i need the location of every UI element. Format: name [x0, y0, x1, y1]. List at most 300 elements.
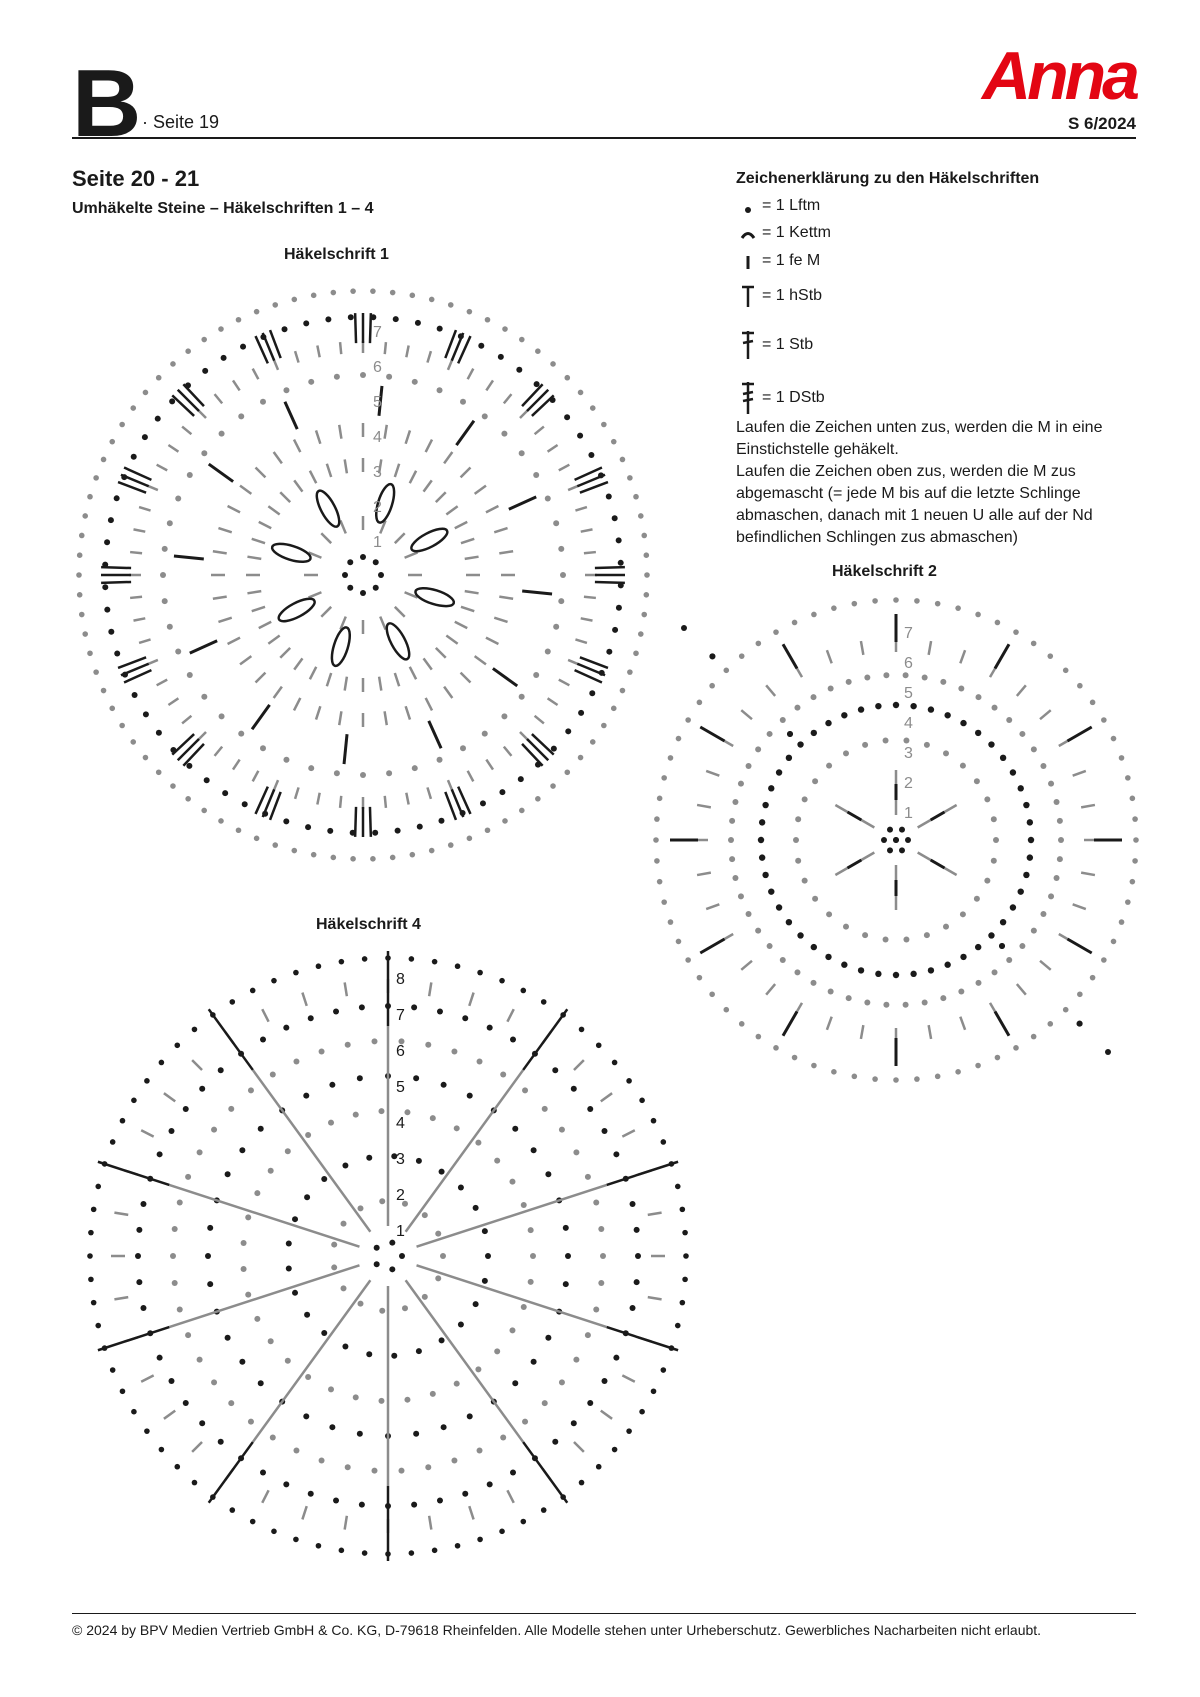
chain-stitch [975, 730, 981, 736]
round-label: 5 [904, 685, 913, 702]
chain-stitch [522, 1087, 528, 1093]
chain-stitch [475, 1140, 481, 1146]
stitch-spoke [406, 1280, 524, 1442]
stitch-spoke [417, 1185, 607, 1247]
chain-stitch [616, 605, 622, 611]
cluster-stitch [276, 594, 318, 625]
stitch-spoke [493, 668, 517, 686]
stitch-mark [253, 369, 259, 380]
legend-title: Zeichenerklärung zu den Häkelschriften [736, 170, 1040, 187]
chain-stitch [509, 1327, 515, 1333]
stitch-mark [827, 1017, 832, 1030]
chain-stitch [903, 936, 909, 942]
chain-stitch [119, 422, 125, 428]
chain-stitch [1057, 818, 1063, 824]
chain-stitch [201, 450, 207, 456]
chain-stitch [225, 1171, 231, 1177]
stitch-mark [427, 787, 430, 798]
chain-stitch [633, 650, 639, 656]
stitch-mark [446, 506, 457, 514]
chain-stitch [578, 390, 584, 396]
slip-stitch-icon [738, 223, 758, 243]
stitch-spoke [209, 1009, 253, 1070]
chain-stitch [875, 971, 881, 977]
chain-stitch [114, 650, 120, 656]
stitch-mark [164, 1093, 175, 1101]
chain-stitch [521, 1304, 527, 1310]
stitch-mark [424, 658, 432, 669]
chain-stitch [425, 1042, 431, 1048]
chain-stitch [283, 1481, 289, 1487]
page-reference: · Seite 19 [142, 112, 220, 132]
chain-stitch [573, 1149, 579, 1155]
chain-stitch [201, 694, 207, 700]
chain-stitch [533, 472, 539, 478]
chain-stitch [333, 1498, 339, 1504]
stitch-spoke [522, 591, 552, 594]
chain-stitch [429, 297, 435, 303]
chain-stitch [91, 1207, 97, 1213]
treble-stitch [355, 313, 356, 343]
stitch-mark [648, 1213, 662, 1215]
chain-stitch [709, 991, 715, 997]
chain-stitch [960, 720, 966, 726]
chain-stitch [201, 808, 207, 814]
chain-stitch [520, 1519, 526, 1525]
stitch-mark [233, 760, 240, 770]
chain-stitch [502, 818, 508, 824]
chain-stitch [218, 818, 224, 824]
chain-stitch [935, 1074, 941, 1080]
chain-stitch [553, 520, 559, 526]
chain-stitch [221, 355, 227, 361]
chain-stitch [378, 1398, 384, 1404]
chain-stitch [183, 1400, 189, 1406]
stitch-mark [427, 351, 430, 362]
chain-stitch [174, 1042, 180, 1048]
chain-stitch [559, 1127, 565, 1133]
chain-stitch [162, 546, 168, 552]
chain-stitch [975, 944, 981, 950]
chain-stitch-icon [738, 196, 758, 216]
chain-stitch [644, 572, 650, 578]
chain-stitch [928, 967, 934, 973]
chain-stitch [828, 989, 834, 995]
chain-stitch [498, 354, 504, 360]
stitch-mark [259, 622, 271, 628]
stitch-mark [280, 648, 290, 658]
stitch-spoke [253, 1280, 371, 1442]
stitch-mark [410, 471, 416, 483]
chain-stitch [258, 1126, 264, 1132]
chain-stitch [104, 539, 110, 545]
chain-stitch [958, 685, 964, 691]
stitch-mark [157, 465, 168, 471]
chain-stitch [635, 1253, 641, 1259]
chain-stitch [241, 1266, 247, 1272]
chain-stitch [976, 694, 982, 700]
legend-label: = 1 Stb [762, 336, 814, 353]
chain-stitch [131, 1097, 137, 1103]
stitch-mark [240, 656, 251, 664]
stitch-mark [766, 984, 775, 995]
chain-stitch [404, 1397, 410, 1403]
chain-stitch [627, 669, 633, 675]
chain-stitch [199, 1086, 205, 1092]
chain-stitch [641, 533, 647, 539]
stitch-mark [1040, 961, 1051, 970]
stitch-mark [446, 636, 457, 644]
chain-stitch [333, 1008, 339, 1014]
chain-stitch [883, 1002, 889, 1008]
cluster-stitch [408, 524, 450, 555]
chain-stitch [793, 837, 799, 843]
chain-stitch [738, 893, 744, 899]
chain-stitch [143, 390, 149, 396]
chain-stitch [593, 1306, 599, 1312]
chain-stitch [864, 999, 870, 1005]
chain-stitch [422, 1212, 428, 1218]
round-label: 1 [904, 805, 913, 822]
stitch-mark [130, 552, 142, 553]
stitch-mark [486, 760, 493, 770]
chain-stitch [308, 1015, 314, 1021]
stitch-mark [436, 492, 446, 502]
stitch-mark [406, 430, 410, 443]
chain-stitch [563, 1225, 569, 1231]
stitch-mark [395, 607, 405, 617]
chain-stitch [417, 824, 423, 830]
stitch-mark [741, 710, 752, 719]
chain-stitch [460, 399, 466, 405]
chain-stitch [618, 560, 624, 566]
chain-stitch [372, 830, 378, 836]
cluster-stitch [312, 488, 343, 530]
chain-stitch [542, 1400, 548, 1406]
stitch-spoke [406, 1070, 524, 1232]
chain-stitch [846, 995, 852, 1001]
legend-item-hstb [738, 283, 822, 309]
chain-stitch [218, 1067, 224, 1073]
stitch-mark [302, 993, 306, 1006]
chain-stitch [811, 612, 817, 618]
section-letter: B [72, 50, 140, 157]
stitch-mark [294, 658, 302, 669]
chain-stitch [160, 572, 166, 578]
stitch-mark [848, 860, 862, 868]
stitch-mark [327, 464, 331, 477]
stitch-mark [294, 440, 300, 452]
chain-stitch [858, 967, 864, 973]
stitch-mark [406, 706, 410, 719]
chain-stitch [156, 769, 162, 775]
chain-stitch [883, 738, 889, 744]
chain-stitch [348, 314, 354, 320]
chain-stitch [1054, 799, 1060, 805]
chain-stitch [291, 848, 297, 854]
stitch-mark [395, 533, 405, 543]
chain-stitch [458, 333, 464, 339]
stitch-mark [213, 551, 227, 553]
chain-stitch [144, 1428, 150, 1434]
chain-stitch [439, 1337, 445, 1343]
chain-stitch [602, 1378, 608, 1384]
cluster-stitch [413, 585, 455, 610]
chain-stitch [738, 781, 744, 787]
chain-stitch [786, 919, 792, 925]
chain-stitch [590, 739, 596, 745]
chain-stitch [1031, 1034, 1037, 1040]
chain-stitch [893, 837, 899, 843]
chain-stitch [535, 348, 541, 354]
chain-stitch [638, 631, 644, 637]
chain-stitch [460, 810, 466, 816]
chain-stitch [1010, 904, 1016, 910]
chain-stitch [411, 1502, 417, 1508]
copyright-notice: © 2024 by BPV Medien Vertrieb GmbH & Co. KG, D-79618 Rheinfelden. Alle Modelle stehen unter Urheberschutz. Gewerbliches Nacharbeiten nicht erlaubt. [72, 1622, 1042, 1638]
chain-stitch [304, 1194, 310, 1200]
chain-stitch [254, 836, 260, 842]
stitch-spoke [429, 721, 441, 748]
chain-stitch [553, 624, 559, 630]
chain-stitch [995, 1055, 1001, 1061]
chain-stitch [342, 1343, 348, 1349]
chain-stitch [102, 1345, 108, 1351]
stitch-mark [339, 425, 341, 439]
chain-stitch [531, 1147, 537, 1153]
chain-stitch [846, 679, 852, 685]
chain-stitch [792, 620, 798, 626]
stitch-spoke [209, 464, 233, 482]
stitch-mark [1081, 805, 1095, 807]
chain-stitch [373, 559, 379, 565]
stitch-mark [574, 1060, 584, 1070]
stitch-mark [426, 440, 432, 452]
chain-stitch [156, 730, 162, 736]
stitch-mark [380, 617, 385, 630]
chain-stitch [1077, 1021, 1083, 1027]
chain-stitch [680, 1207, 686, 1213]
stitch-mark [385, 796, 386, 808]
chain-stitch [598, 1280, 604, 1286]
stitch-mark [475, 486, 486, 494]
chain-stitch [924, 742, 930, 748]
chain-stitch [197, 1149, 203, 1155]
chain-stitch [260, 334, 266, 340]
stitch-mark [444, 687, 452, 698]
stitch-mark [601, 1093, 612, 1101]
stitch-mark [1017, 685, 1026, 696]
stitch-mark [504, 747, 512, 756]
chain-stitch [1047, 653, 1053, 659]
stitch-mark [395, 673, 399, 686]
chain-stitch [241, 1240, 247, 1246]
chain-stitch [293, 1448, 299, 1454]
legend-note: Laufen die Zeichen unten zus, werden die M in eine Einstichstelle gehäkelt. [736, 419, 1103, 458]
chain-stitch [272, 302, 278, 308]
chain-stitch [260, 745, 266, 751]
stitch-mark [114, 1297, 128, 1299]
chain-stitch [862, 742, 868, 748]
chain-stitch [350, 830, 356, 836]
chain-stitch [183, 1106, 189, 1112]
stitch-mark [139, 639, 150, 642]
chain-stitch [448, 302, 454, 308]
chain-stitch [342, 1163, 348, 1169]
chain-stitch [341, 1221, 347, 1227]
chain-stitch [1077, 991, 1083, 997]
chain-stitch [477, 1058, 483, 1064]
chain-stitch [545, 649, 551, 655]
treble-stitch [995, 1011, 1009, 1035]
chain-stitch [429, 848, 435, 854]
chain-stitch [416, 1348, 422, 1354]
chain-stitch [422, 1294, 428, 1300]
chain-stitch [462, 1491, 468, 1497]
chain-stitch [552, 1439, 558, 1445]
issue-number: S 6/2024 [1067, 114, 1136, 133]
chain-stitch [1006, 717, 1012, 723]
chain-stitch [550, 361, 556, 367]
stitch-mark [316, 430, 320, 443]
stitch-mark [240, 486, 251, 494]
chain-stitch [872, 598, 878, 604]
chain-stitch [746, 763, 752, 769]
chain-stitch [762, 802, 768, 808]
stitch-mark [575, 639, 586, 642]
chain-stitch [984, 796, 990, 802]
chain-stitch [250, 988, 256, 994]
legend-item-dstb [738, 380, 825, 416]
half-double-crochet-icon [738, 283, 758, 309]
chain-stitch [587, 1106, 593, 1112]
chain-stitch [559, 1379, 565, 1385]
chain-stitch [1013, 629, 1019, 635]
chain-stitch [634, 1279, 640, 1285]
stitch-mark [168, 698, 178, 705]
chain-stitch [669, 1161, 675, 1167]
chain-stitch [412, 765, 418, 771]
chain-stitch [328, 1386, 334, 1392]
chain-stitch [202, 368, 208, 374]
stitch-spoke [607, 1162, 678, 1185]
chain-stitch [239, 1147, 245, 1153]
chain-stitch [185, 382, 191, 388]
chain-stitch [545, 1171, 551, 1177]
chain-stitch [960, 763, 966, 769]
chain-stitch [238, 731, 244, 737]
stitch-mark [706, 771, 719, 776]
chain-stitch [473, 1205, 479, 1211]
chain-stitch [1048, 893, 1054, 899]
stitch-mark [280, 492, 290, 502]
chain-stitch [535, 762, 541, 768]
chain-stitch [843, 924, 849, 930]
treble-stitch [700, 727, 724, 741]
chain-stitch [121, 474, 127, 480]
chain-stitch [140, 1201, 146, 1207]
chain-stitch [131, 454, 137, 460]
chain-stitch [1018, 785, 1024, 791]
legend-label: = 1 fe M [762, 252, 821, 269]
chain-stitch [342, 572, 348, 578]
stitch-mark [861, 1025, 863, 1039]
chain-stitch [308, 765, 314, 771]
stitch-mark [253, 771, 259, 782]
chain-stitch [675, 1323, 681, 1329]
chain-stitch [797, 741, 803, 747]
chain-stitch [409, 1550, 415, 1556]
chain-stitch [362, 956, 368, 962]
chain-stitch [811, 730, 817, 736]
chain-stitch [357, 1075, 363, 1081]
chain-stitch [661, 1139, 667, 1145]
chain-stitch [130, 739, 136, 745]
chain-stitch [944, 962, 950, 968]
chain-stitch [1010, 769, 1016, 775]
stitch-mark [321, 533, 331, 543]
chain-stitch [826, 763, 832, 769]
legend-item-lftm [738, 196, 820, 216]
round-label: 7 [373, 324, 382, 341]
chain-stitch [77, 592, 83, 598]
chain-stitch [430, 1391, 436, 1397]
chain-stitch [82, 631, 88, 637]
chain-stitch [601, 422, 607, 428]
chain-stitch [201, 337, 207, 343]
stitch-mark [494, 528, 507, 532]
stitch-mark [741, 961, 752, 970]
chain-stitch [1040, 911, 1046, 917]
chain-stitch [697, 975, 703, 981]
stitch-mark [256, 468, 266, 478]
chain-stitch [944, 712, 950, 718]
round-label: 8 [396, 971, 405, 988]
stitch-mark [461, 468, 471, 478]
chain-stitch [792, 1055, 798, 1061]
chain-stitch [588, 452, 594, 458]
chain-stitch [627, 475, 633, 481]
stitch-mark [444, 452, 452, 463]
chain-stitch [347, 585, 353, 591]
chain-stitch [321, 1330, 327, 1336]
stitch-mark [218, 618, 231, 622]
chain-stitch [104, 607, 110, 613]
chain-stitch [435, 1231, 441, 1237]
stitch-mark [622, 1375, 634, 1381]
chain-stitch [218, 326, 224, 332]
treble-stitch [783, 644, 797, 668]
chain-stitch [293, 1537, 299, 1543]
chain-stitch [974, 896, 980, 902]
stitch-mark [548, 445, 558, 452]
chain-stitch [811, 980, 817, 986]
chain-stitch [558, 598, 564, 604]
stitch-mark [192, 1060, 202, 1070]
stitch-spoke [456, 421, 474, 445]
chain-stitch [102, 584, 108, 590]
stitch-mark [406, 793, 408, 805]
stitch-mark [345, 677, 347, 691]
chain-stitch [668, 919, 674, 925]
chain-stitch [248, 1419, 254, 1425]
stitch-mark [340, 796, 341, 808]
stitch-mark [164, 1411, 175, 1419]
round-label: 2 [373, 499, 382, 516]
chain-stitch [374, 1261, 380, 1267]
chain-stitch [626, 1428, 632, 1434]
round-label: 6 [373, 359, 382, 376]
